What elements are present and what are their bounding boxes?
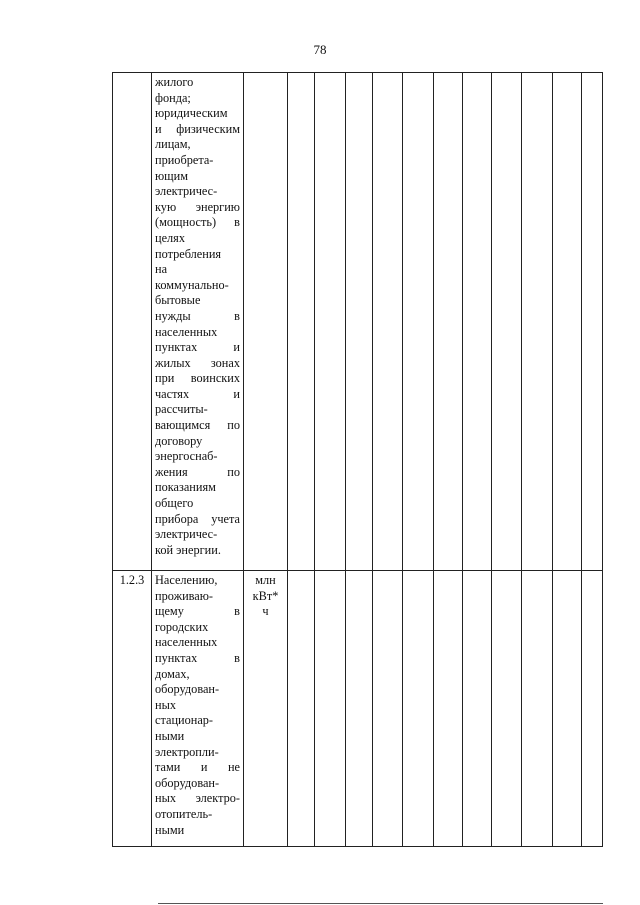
description-line: пунктах в [155, 650, 240, 665]
description-line: энергоснаб- [155, 449, 218, 464]
description-line: прибора учета [155, 511, 240, 526]
bottom-rule [158, 903, 603, 904]
table-cell [346, 571, 373, 847]
description-line: (мощность) в [155, 215, 240, 230]
table-row [113, 73, 603, 571]
table-cell [373, 73, 403, 571]
description-line: лицам, [155, 137, 191, 152]
table-cell [403, 571, 434, 847]
unit-line: ч [262, 604, 269, 619]
description-line: фонда; [155, 90, 191, 105]
page-number: 78 [313, 42, 327, 57]
table-cell [463, 571, 492, 847]
table-cell [522, 571, 553, 847]
row-unit-cell [244, 73, 288, 571]
table-cell [434, 73, 463, 571]
row-description-cell [152, 571, 244, 847]
description-line: населенных [155, 324, 218, 339]
description-line: целях [155, 230, 185, 245]
table-cell [315, 571, 346, 847]
description-line: приобрета- [155, 152, 214, 167]
data-table [112, 72, 603, 847]
description-line: юридическим [155, 106, 228, 121]
description-line: жилого [155, 75, 194, 89]
description-line: показаниям [155, 480, 216, 495]
row-description-cell [152, 73, 244, 571]
table-cell [315, 73, 346, 571]
description-line: оборудован- [155, 682, 220, 697]
description-line: тами и не [155, 760, 240, 775]
description-line: домах, [155, 666, 190, 681]
description-line: ных электро- [155, 791, 240, 806]
description-line: потребления [155, 246, 222, 261]
description-line: нужды в [155, 308, 240, 323]
description-line: рассчиты- [155, 402, 208, 417]
description-line: бытовые [155, 293, 201, 308]
row-number-cell [113, 73, 152, 571]
description-line: жилых зонах [155, 355, 240, 370]
table-cell [463, 73, 492, 571]
description-line: вающимся по [155, 418, 240, 433]
description-line: Населению, [155, 573, 218, 587]
table-cell [553, 73, 582, 571]
description-line: договору [155, 433, 203, 448]
description-line: при воинских [155, 371, 240, 386]
description-line: ными [155, 822, 185, 837]
row-number-cell: 1.2.3 [113, 571, 152, 847]
table-cell [346, 73, 373, 571]
description-line: городских [155, 619, 209, 634]
description-line: населенных [155, 635, 218, 650]
description-line: общего [155, 496, 194, 511]
description-line: пунктах и [155, 340, 240, 355]
description-line: ных [155, 697, 176, 712]
table-cell [553, 571, 582, 847]
description-line: щему в [155, 604, 240, 619]
table-cell [582, 73, 603, 571]
table-cell [492, 571, 522, 847]
table-cell [288, 571, 315, 847]
table-cell [403, 73, 434, 571]
description-line: ными [155, 728, 185, 743]
description-line: на [155, 262, 168, 277]
unit-line: кВт* [252, 588, 279, 603]
table-cell [492, 73, 522, 571]
table-cell [288, 73, 315, 571]
description-line: и физическим [155, 121, 240, 136]
description-line: стационар- [155, 713, 214, 728]
description-line: кую энергию [155, 199, 240, 214]
table-row [113, 571, 603, 847]
description-line: электричес- [155, 527, 218, 542]
table-cell [434, 571, 463, 847]
description-line: кой энергии. [155, 542, 221, 557]
description-line: ющим [155, 168, 189, 183]
row-unit-cell [244, 571, 288, 847]
description-line: коммунально- [155, 277, 229, 292]
description-line: частях и [155, 386, 240, 401]
description-line: оборудован- [155, 775, 220, 790]
table-cell [582, 571, 603, 847]
table-cell [373, 571, 403, 847]
description-line: проживаю- [155, 588, 214, 603]
description-line: электропли- [155, 744, 219, 759]
description-line: электричес- [155, 184, 218, 199]
table-cell [522, 73, 553, 571]
description-line: жения по [155, 464, 240, 479]
unit-line: млн [255, 573, 276, 587]
description-line: отопитель- [155, 806, 213, 821]
